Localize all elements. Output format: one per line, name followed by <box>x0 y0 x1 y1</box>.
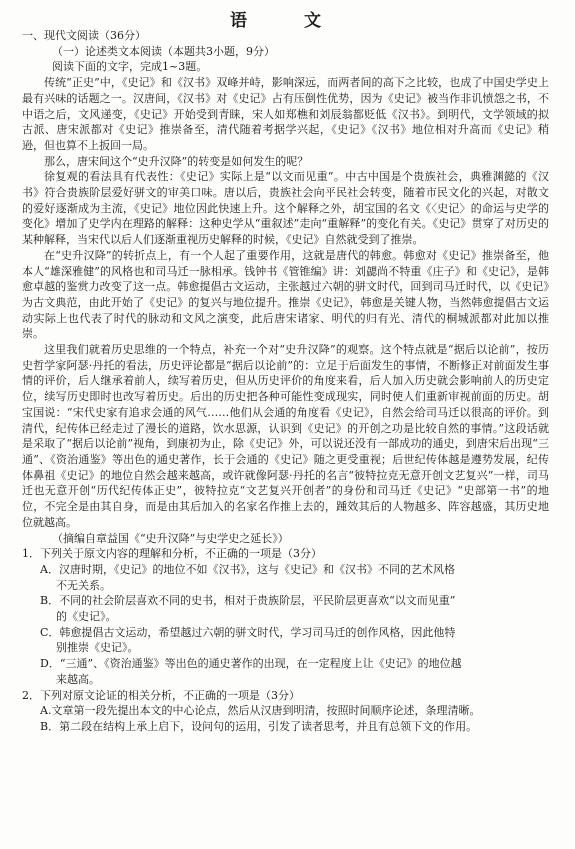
passage-paragraph-3: 徐复观的看法具有代表性：《史记》实际上是“以文而见重”。中古中国是个贵族社会，典雅渊懿的《汉书》符合贵族阶层爱好骈文的审美口味。唐以后，贵族社会向平民社会转变，随着市民文化的兴起，对散文的爱好逐渐成为主流，《史记》地位因此快速上升。这个解释之外，胡宝国的名文《〈史记〉的命运与史学的变化》增加了史学内在理路的解释：这种史学从“重叙述”走向“重解释”的变化有关。《史记》贯穿了对历史的某种解释，当宋代以后人们逐渐重视历史解释的时候，《史记》自然就受到了推崇。 <box>22 170 549 247</box>
question-2-option-b: B．第二段在结构上承上启下，设问句的运用，引发了读者思考，并且有总领下文的作用。 <box>40 719 478 733</box>
question-1-option-c-cont: 别推崇《史记》。 <box>56 641 139 655</box>
question-1-stem: 1．下列关于原文内容的理解和分析，不正确的一项是（3分） <box>22 547 322 561</box>
page-title: 语 文 <box>230 11 341 31</box>
question-1-option-a: A．汉唐时期，《史记》的地位不如《汉书》，这与《史记》和《汉书》不同的艺术风格 <box>40 562 455 576</box>
passage-source: （摘编自章益国《“史升汉降”与史学史之延长》） <box>52 531 289 545</box>
question-1-option-b: B．不同的社会阶层喜欢不同的史书，相对于贵族阶层，平民阶层更喜欢“以文而见重” <box>40 594 456 608</box>
passage-paragraph-5: 这里我们就着历史思维的一个特点，补充一个对“史升汉降”的观察。这个特点就是“据后以论前”，按历史哲学家阿瑟·丹托的看法，历史评论都是“据后以论前”的：立足于后面发生的事情，不断修正对前面发生事情的评价，后人继承着前人，续写着历史，但从历史评价的角度来看，后人加入历史就会影响前人的历史定位，续写历史即时也改写着历史。后出的历史把各种可能性变成现实，同时使人们重新审视前面的历史。胡宝国说：“宋代史家有追求会通的风气……他们从会通的角度看《史记》，自然会给司马迁以很高的评价。到清代，纪传体已经走过了漫长的道路，饮水思源，认识到《史记》的开创之功是比较自然的事情。”这段话就是采取了“据后以论前”视角，到康初为止，除《史记》外，可以说还没有一部成功的通史，到唐宋后出现“三通”、《资治通鉴》等出色的通史著作，长于会通的《史记》随之更受重视；后世纪传体越是遵势发展，纪传体鼻祖《史记》的地位自然会越来越高，或许就像阿瑟·丹托的名言“彼特拉克无意开创文艺复兴”一样，司马迁也无意开创“历代纪传体正史”，彼特拉克“文艺复兴开创者”的身份和司马迁《史记》“史部第一书”的地位，不完全是由其自身，而是由其后加入的名家名作推上去的，踵效其后的人物越多、阵容越盛，其历史地位就越高。 <box>22 343 549 529</box>
reading-instruction: 阅读下面的文字，完成1~3题。 <box>52 60 208 74</box>
passage-paragraph-2: 那么，唐宋间这个“史升汉降”的转变是如何发生的呢？ <box>44 154 309 168</box>
question-1-option-d: D．“三通”、《资治通鉴》等出色的通史著作的出现，在一定程度上让《史记》的地位越 <box>40 657 462 671</box>
passage-paragraph-4: 在“史升汉降”的转折点上，有一个人起了重要作用，这就是唐代的韩愈。韩愈对《史记》推崇备至，他本人“雄深雅健”的风格也和司马迁一脉相承。钱钟书《管锥编》讲：刘勰尚不特重《庄子》和《史记》，是韩愈卓越的鉴赏力改变了这一点。韩愈提倡古文运动，主张越过六朝的骈文时代，回到司马迁时代，以《史记》为古文典范，由此开始了《史记》的复兴与地位提升。推崇《史记》，韩愈是关键人物，当然韩愈提倡古文运动实际上也代表了时代的脉动和文风之演变，此后唐宋诸家、明代的归有光、清代的桐城派都对此加以推崇。 <box>22 248 549 341</box>
question-1-option-b-cont: 的《史记》。 <box>56 610 117 624</box>
question-1-option-d-cont: 来越高。 <box>56 672 100 686</box>
question-1-option-a-cont: 不无关系。 <box>56 578 111 592</box>
subsection-heading: （一）论述类文本阅读（本题共3小题，9分） <box>52 44 275 58</box>
question-2-option-a: A.文章第一段先提出本文的中心论点，然后从汉唐到明清，按照时间顺序论述，条理清晰。 <box>40 704 481 718</box>
section-heading: 一、现代文阅读（36分） <box>22 29 146 42</box>
question-1-option-c: C．韩愈提倡古文运动，希望越过六朝的骈文时代，学习司马迁的创作风格，因此他特 <box>40 625 456 639</box>
question-2-stem: 2．下列对原文论证的相关分析，不正确的一项是（3分） <box>22 688 300 702</box>
passage-paragraph-1: 传统“正史”中，《史记》和《汉书》双峰并峙，影响深远，而两者间的高下之比较，也成了中国史学史上最有兴味的话题之一。汉唐间，《汉书》对《史记》占有压倒性优势，因为《史记》被当作非讥愤怨之书，不中语之后，文风递变，《史记》开始受到青睐，宋人如郑樵和刘辰翁都贬低《汉书》。到明代，文学领域的拟古派、唐宋派都对《史记》推崇备至，清代随着考据学兴起，《史记》《汉书》地位相对升高而《史记》稍逊，但也算不上扳回一局。 <box>22 76 549 152</box>
